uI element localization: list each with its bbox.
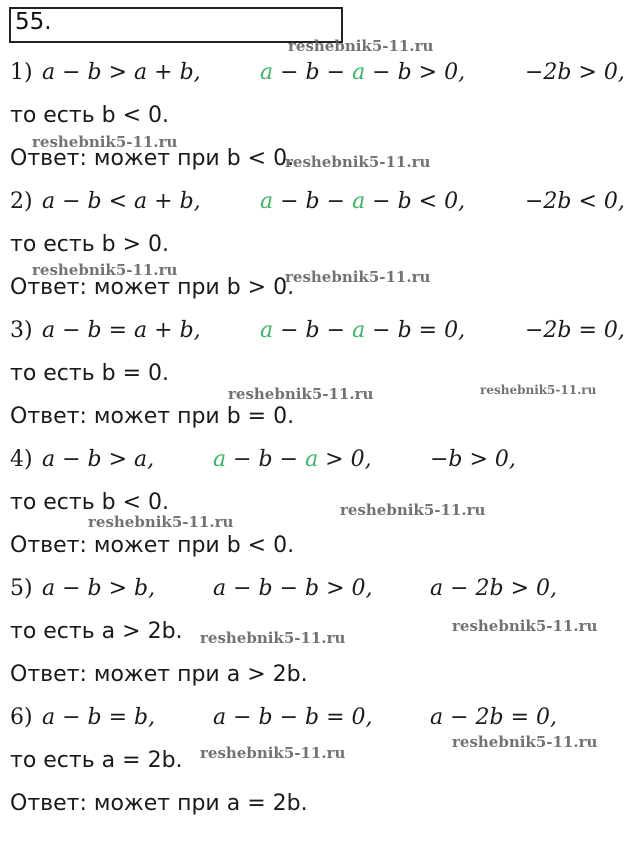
watermark: reshebnik5-11.ru [228, 385, 374, 403]
item-5-therefore: то есть a > 2b. [10, 619, 183, 644]
item-3-index: 3) [10, 318, 33, 343]
watermark: reshebnik5-11.ru [285, 153, 431, 171]
item-3-expr-2: a − b − a − b = 0, [260, 318, 466, 343]
item-6-answer: Ответ: может при a = 2b. [10, 791, 308, 816]
item-1-answer: Ответ: может при b < 0. [10, 146, 295, 171]
item-6-expr-1: a − b = b, [42, 705, 156, 730]
item-4-expr-2: a − b − a > 0, [213, 447, 372, 472]
item-6-expr-3: a − 2b = 0, [430, 705, 558, 730]
item-1-expr-3: −2b > 0, [525, 60, 625, 85]
item-4-index: 4) [10, 447, 33, 472]
item-6-therefore: то есть a = 2b. [10, 748, 183, 773]
watermark: reshebnik5-11.ru [285, 268, 431, 286]
watermark: reshebnik5-11.ru [32, 261, 178, 279]
watermark: reshebnik5-11.ru [88, 513, 234, 531]
item-5-expr-1: a − b > b, [42, 576, 156, 601]
item-3-expr-3: −2b = 0, [525, 318, 625, 343]
item-3-expr-1: a − b = a + b, [42, 318, 201, 343]
item-1-index: 1) [10, 60, 33, 85]
task-number: 55. [15, 9, 52, 35]
item-4-therefore: то есть b < 0. [10, 490, 170, 515]
item-4-expr-3: −b > 0, [430, 447, 516, 472]
item-1-therefore: то есть b < 0. [10, 103, 170, 128]
item-2-expr-1: a − b < a + b, [42, 189, 201, 214]
item-5-expr-2: a − b − b > 0, [213, 576, 373, 601]
item-2-therefore: то есть b > 0. [10, 232, 170, 257]
item-5-expr-3: a − 2b > 0, [430, 576, 558, 601]
item-6-index: 6) [10, 705, 33, 730]
item-3-answer: Ответ: может при b = 0. [10, 404, 295, 429]
item-4-answer: Ответ: может при b < 0. [10, 533, 295, 558]
watermark: reshebnik5-11.ru [32, 133, 178, 151]
watermark: reshebnik5-11.ru [200, 744, 346, 762]
watermark: reshebnik5-11.ru [340, 501, 486, 519]
item-1-expr-2: a − b − a − b > 0, [260, 60, 466, 85]
watermark: reshebnik5-11.ru [200, 629, 346, 647]
watermark: reshebnik5-11.ru [288, 37, 434, 55]
item-2-expr-3: −2b < 0, [525, 189, 625, 214]
item-2-expr-2: a − b − a − b < 0, [260, 189, 466, 214]
watermark: reshebnik5-11.ru [452, 733, 598, 751]
item-2-index: 2) [10, 189, 33, 214]
item-5-index: 5) [10, 576, 33, 601]
item-6-expr-2: a − b − b = 0, [213, 705, 373, 730]
item-3-therefore: то есть b = 0. [10, 361, 170, 386]
item-2-answer: Ответ: может при b > 0. [10, 275, 295, 300]
watermark: reshebnik5-11.ru [480, 383, 597, 397]
item-4-expr-1: a − b > a, [42, 447, 155, 472]
item-5-answer: Ответ: может при a > 2b. [10, 662, 308, 687]
item-1-expr-1: a − b > a + b, [42, 60, 201, 85]
watermark: reshebnik5-11.ru [452, 617, 598, 635]
